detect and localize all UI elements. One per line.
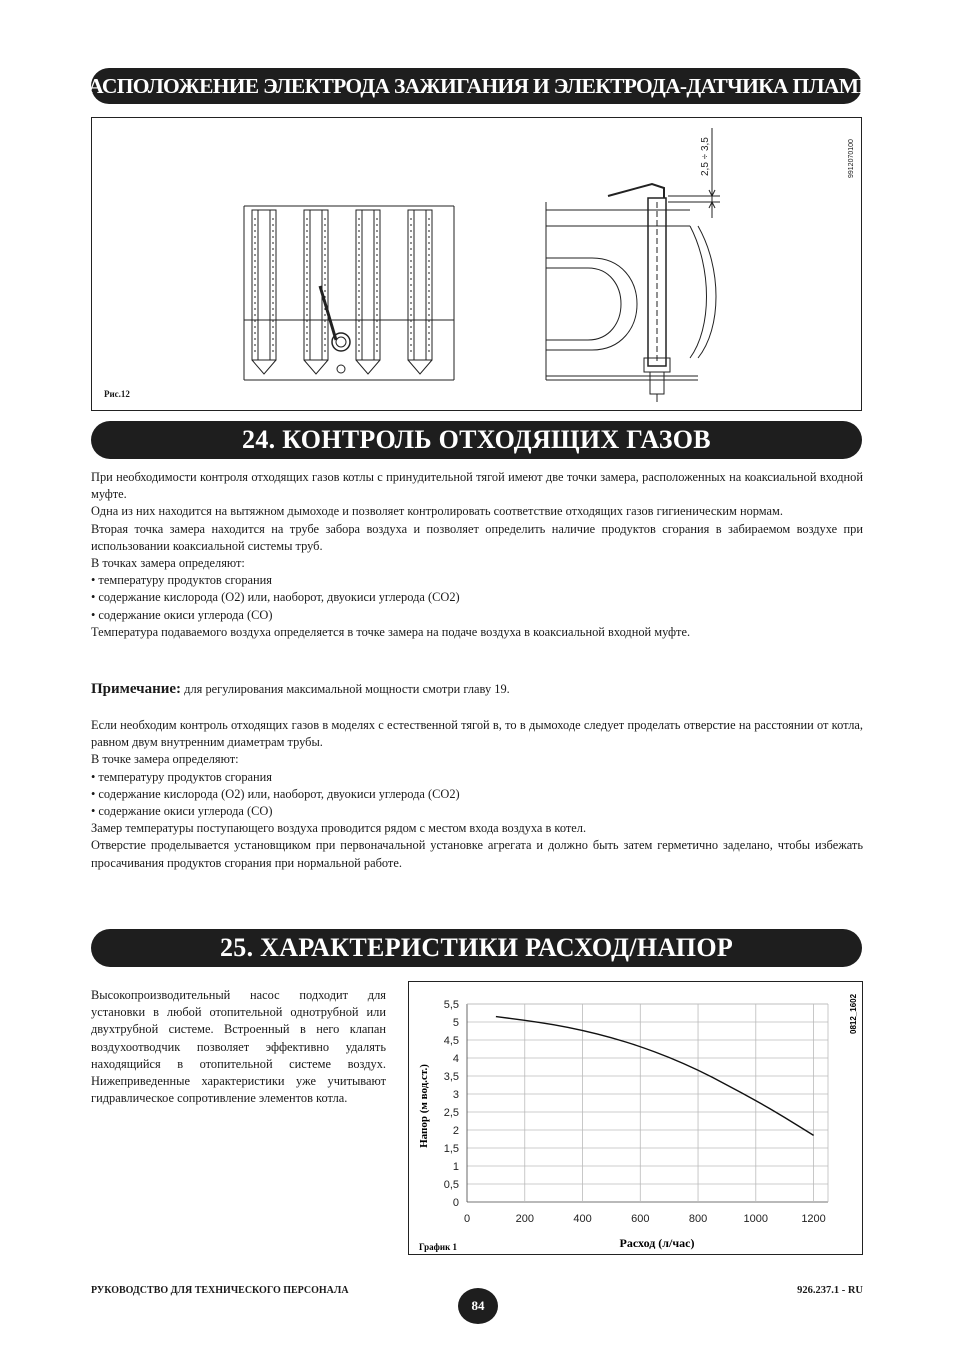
y-tick-label: 5	[452, 1017, 459, 1029]
x-tick-label: 800	[688, 1213, 708, 1225]
y-tick-label: 1,5	[443, 1143, 459, 1155]
paragraph: Если необходим контроль отходящих газов в моделях с естественной тягой в, то в дымоходе следует проделать отверстие на расстоянии от котла, равном двум внутренним диаметрам трубы.	[91, 718, 863, 750]
x-tick-label: 0	[463, 1213, 471, 1225]
x-tick-label: 1200	[801, 1213, 826, 1225]
gap-dimension	[668, 128, 720, 218]
y-tick-label: 3	[452, 1089, 459, 1101]
list-item: • температуру продуктов сгорания	[91, 769, 273, 784]
note-label: Примечание:	[91, 681, 182, 697]
burner-ramps	[252, 210, 432, 374]
paragraph: В точках замера определяют:	[91, 556, 245, 571]
figure-caption: Рис.12	[104, 389, 130, 399]
paragraph: Температура подаваемого воздуха определяется в точке замера на подаче воздуха в коаксиальной входной муфте.	[91, 624, 691, 639]
x-tick-label: 200	[515, 1213, 534, 1225]
pump-description: Высокопроизводительный насос подходит для установки в любой отопительной однотрубной или двухтрубной системе. Встроенный в него клапан воздухоотводчик позволяет эффективно удалять находящийся в отопительной системе воздух. Нижеприведенные характеристики уже учитывают гидравлическое сопротивление элементов котла.	[91, 988, 386, 1106]
section-25-title: 25. ХАРАКТЕРИСТИКИ РАСХОД/НАПОР	[91, 929, 862, 967]
list-item: • содержание кислорода (O2) или, наоборот, двуокиси углерода (CO2)	[91, 590, 460, 605]
footer-manual-title: РУКОВОДСТВО ДЛЯ ТЕХНИЧЕСКОГО ПЕРСОНАЛА	[91, 1285, 349, 1296]
y-tick-label: 0	[452, 1197, 459, 1209]
y-tick-label: 5,5	[443, 999, 459, 1011]
figure-code: 9912070100	[848, 139, 855, 178]
y-tick-label: 1	[452, 1161, 459, 1173]
list-item: • содержание кислорода (O2) или, наоборот, двуокиси углерода (CO2)	[91, 786, 460, 801]
paragraph: При необходимости контроля отходящих газов котлы с принудительной тягой имеют две точки замера, расположенных на коаксиальной входной муфте.	[91, 470, 863, 502]
note	[91, 681, 510, 698]
list-item: • содержание окиси углерода (CO)	[91, 607, 273, 622]
chart-code: 0812_1602	[849, 993, 858, 1034]
paragraph: В точке замера определяют:	[91, 752, 239, 767]
flame-sensor-electrode	[608, 184, 670, 402]
x-tick-label: 1000	[743, 1213, 769, 1225]
y-tick-label: 2,5	[443, 1107, 459, 1119]
paragraph: Замер температуры поступающего воздуха проводится рядом с местом входа воздуха в котел.	[91, 821, 587, 836]
y-tick-label: 4,5	[443, 1035, 459, 1047]
flow-head-chart	[408, 981, 863, 1255]
x-tick-label: 400	[573, 1213, 592, 1225]
section-24-body-2	[91, 717, 863, 872]
chart-caption: График 1	[419, 1242, 458, 1252]
list-item: • температуру продуктов сгорания	[91, 573, 273, 588]
list-item: • содержание окиси углерода (CO)	[91, 804, 273, 819]
x-axis-label: Расход (л/час)	[619, 1236, 695, 1250]
paragraph: Отверстие проделывается установщиком при первоначальной установке агрегата и должно быть затем герметично заделано, чтобы избежать просачивания продуктов сгорания при нормальной работе.	[91, 838, 863, 870]
x-tick-label: 600	[631, 1213, 650, 1225]
electrode-drawing	[92, 118, 863, 412]
chart-svg	[409, 982, 864, 1256]
y-tick-label: 0,5	[443, 1179, 459, 1191]
y-tick-label: 3,5	[443, 1071, 459, 1083]
paragraph: Вторая точка замера находится на трубе забора воздуха и позволяет определить наличие продуктов сгорания в забираемом воздухе при использовании коаксиальной системы труб.	[91, 521, 863, 553]
section-24-title: 24. КОНТРОЛЬ ОТХОДЯЩИХ ГАЗОВ	[91, 421, 862, 459]
paragraph: Одна из них находится на вытяжном дымоходе и позволяет контролировать соответствие отходящих газов гигиеническим нормам.	[91, 504, 783, 519]
y-tick-label: 2	[452, 1125, 459, 1137]
section-23-title: 23. РАСПОЛОЖЕНИЕ ЭЛЕКТРОДА ЗАЖИГАНИЯ И ЭЛЕКТРОДА-ДАТЧИКА ПЛАМЕНИ	[91, 68, 862, 104]
y-tick-label: 4	[452, 1053, 459, 1065]
page-number: 84	[458, 1288, 498, 1324]
gap-dimension-label: 2,5 ÷ 3,5	[700, 137, 711, 176]
section-24-body	[91, 469, 863, 641]
y-axis-label: Напор (м вод.ст.)	[418, 1064, 430, 1148]
figure-12	[91, 117, 862, 411]
footer-doc-code: 926.237.1 - RU	[797, 1285, 863, 1296]
note-text: для регулирования максимальной мощности смотри главу 19.	[181, 682, 510, 696]
